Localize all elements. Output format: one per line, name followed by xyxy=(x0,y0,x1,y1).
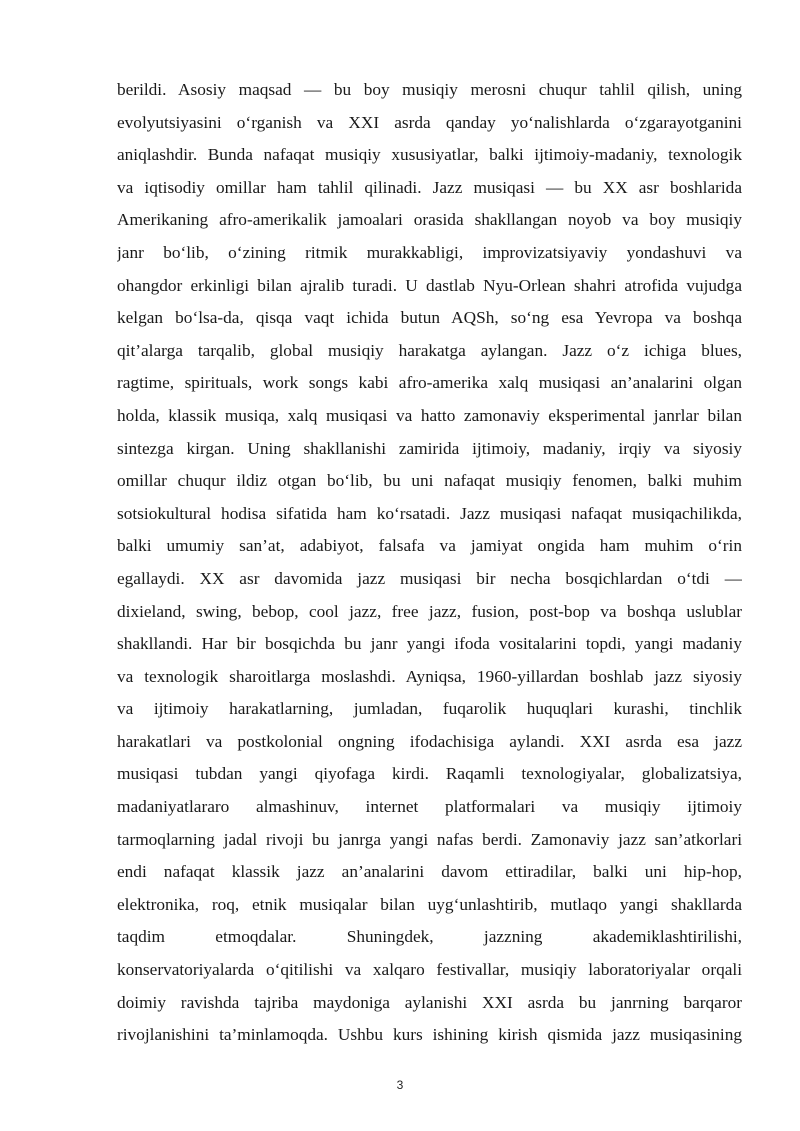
text-line: endi nafaqat klassik jazz an’analarini davom ettiradilar, balki uni hip-hop, xyxy=(117,862,742,882)
text-line: holda, klassik musiqa, xalq musiqasi va hatto zamonaviy eksperimental janrlar bilan xyxy=(117,405,742,425)
text-line: ohangdor erkinligi bilan ajralib turadi. U dastlab Nyu-Orlean shahri atrofida vujudga xyxy=(117,275,742,295)
page-number: 3 xyxy=(396,1078,404,1092)
text-line: berildi. Asosiy maqsad — bu boy musiqiy merosni chuqur tahlil qilish, uning xyxy=(117,80,742,99)
text-line: taqdim etmoqdalar. Shuningdek, jazzning akademiklashtirilishi, xyxy=(117,927,742,947)
text-line: dixieland, swing, bebop, cool jazz, free jazz, fusion, post-bop va boshqa uslublar xyxy=(117,601,742,621)
text-line: va texnologik sharoitlarga moslashdi. Ayniqsa, 1960-yillardan boshlab jazz siyosiy xyxy=(117,666,742,686)
text-line: janr bo‘lib, o‘zining ritmik murakkabligi, improvizatsiyaviy yondashuvi va xyxy=(117,242,742,262)
text-line: doimiy ravishda tajriba maydoniga aylanishi XXI asrda bu janrning barqaror xyxy=(117,992,742,1012)
text-line: evolyutsiyasini o‘rganish va XXI asrda qanday yo‘nalishlarda o‘zgarayotganini xyxy=(117,112,742,132)
text-line: Amerikaning afro-amerikalik jamoalari orasida shakllangan noyob va boy musiqiy xyxy=(117,210,742,230)
text-line: sintezga kirgan. Uning shakllanishi zamirida ijtimoiy, madaniy, irqiy va siyosiy xyxy=(117,438,742,458)
text-line: kelgan bo‘lsa-da, qisqa vaqt ichida butun AQSh, so‘ng esa Yevropa va boshqa xyxy=(117,308,742,328)
text-line: ragtime, spirituals, work songs kabi afro-amerika xalq musiqasi an’analarini olgan xyxy=(117,373,742,393)
text-line: tarmoqlarning jadal rivoji bu janrga yangi nafas berdi. Zamonaviy jazz san’atkorlari xyxy=(117,829,742,849)
text-line: balki umumiy san’at, adabiyot, falsafa va jamiyat ongida ham muhim o‘rin xyxy=(117,536,742,556)
text-line: madaniyatlararo almashinuv, internet platformalari va musiqiy ijtimoiy xyxy=(117,797,742,817)
body-text xyxy=(117,74,742,1052)
text-line: shakllandi. Har bir bosqichda bu janr yangi ifoda vositalarini topdi, yangi madaniy xyxy=(117,634,742,654)
text-line: harakatlari va postkolonial ongning ifodachisiga aylandi. XXI asrda esa jazz xyxy=(117,731,742,751)
text-line: aniqlashdir. Bunda nafaqat musiqiy xususiyatlar, balki ijtimoiy-madaniy, texnologik xyxy=(117,145,742,165)
text-line: elektronika, roq, etnik musiqalar bilan uyg‘unlashtirib, mutlaqo yangi shakllarda xyxy=(117,894,742,914)
text-line: rivojlanishini ta’minlamoqda. Ushbu kurs ishining kirish qismida jazz musiqasining xyxy=(117,1025,742,1045)
text-line: omillar chuqur ildiz otgan bo‘lib, bu uni nafaqat musiqiy fenomen, balki muhim xyxy=(117,471,742,491)
text-line: musiqasi tubdan yangi qiyofaga kirdi. Raqamli texnologiyalar, globalizatsiya, xyxy=(117,764,742,784)
text-line: egallaydi. XX asr davomida jazz musiqasi bir necha bosqichlardan o‘tdi — xyxy=(117,568,742,588)
text-line: qit’alarga tarqalib, global musiqiy harakatga aylangan. Jazz o‘z ichiga blues, xyxy=(117,340,742,360)
text-line: sotsiokultural hodisa sifatida ham ko‘rsatadi. Jazz musiqasi nafaqat musiqachilikda, xyxy=(117,503,742,523)
text-line: konservatoriyalarda o‘qitilishi va xalqaro festivallar, musiqiy laboratoriyalar orqali xyxy=(117,960,742,980)
text-line: va ijtimoiy harakatlarning, jumladan, fuqarolik huquqlari kurashi, tinchlik xyxy=(117,699,742,719)
text-line: va iqtisodiy omillar ham tahlil qilinadi. Jazz musiqasi — bu XX asr boshlarida xyxy=(117,177,742,197)
